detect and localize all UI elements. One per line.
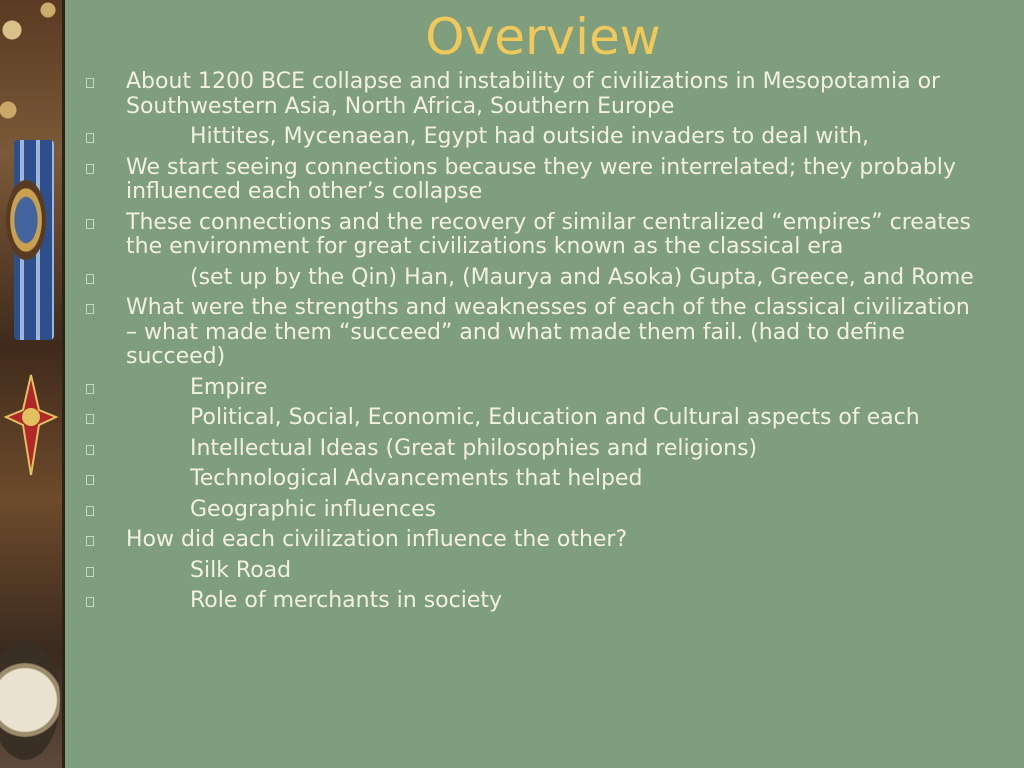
bullet-icon (86, 274, 94, 284)
bullet-icon (86, 536, 94, 546)
sub-bullet-item (86, 498, 986, 523)
bullet-icon (86, 475, 94, 485)
bullet-text: Geographic influences (190, 496, 437, 522)
bullet-text: Intellectual Ideas (Great philosophies and religions) (190, 435, 758, 461)
sidebar-divider (62, 0, 65, 768)
bullet-icon (86, 78, 94, 88)
bullet-item (86, 296, 986, 370)
bullet-text: Technological Advancements that helped (190, 466, 643, 491)
sub-bullet-item (86, 467, 986, 492)
sub-bullet-item (86, 406, 986, 431)
bullet-text: About 1200 BCE collapse and instability of civilizations in Mesopotamia or Southwestern Asia, North Africa, Southern Europe (126, 69, 941, 119)
bullet-icon (86, 133, 94, 143)
bullet-item (86, 70, 986, 119)
sub-bullet-item (86, 266, 986, 291)
bullet-icon (86, 384, 94, 394)
cross-medal-icon (2, 365, 60, 485)
bullet-icon (86, 445, 94, 455)
decorative-sidebar-image (0, 0, 62, 768)
sub-bullet-item (86, 589, 986, 614)
sub-bullet-item (86, 559, 986, 584)
bullet-icon (86, 567, 94, 577)
sub-bullet-item (86, 125, 986, 150)
bullet-icon (86, 506, 94, 516)
bullet-text: These connections and the recovery of similar centralized “empires” creates the environment for great civilizations known as the classical era (126, 209, 971, 259)
bullet-text: What were the strengths and weaknesses of each of the classical civilization – what made them “succeed” and what made them fail. (had to define succeed) (126, 295, 970, 369)
bullet-text: Role of merchants in society (190, 588, 503, 613)
bullet-text: Silk Road (190, 557, 292, 583)
bullet-icon (86, 414, 94, 424)
bullet-icon (86, 219, 94, 229)
bullet-text: How did each civilization influence the other? (126, 527, 628, 552)
bullet-item (86, 528, 986, 553)
bullet-icon (86, 304, 94, 314)
bullet-text: Political, Social, Economic, Education and Cultural aspects of each (190, 405, 920, 430)
bullet-text: We start seeing connections because they were interrelated; they probably influenced each other’s collapse (126, 154, 956, 204)
bullet-item (86, 211, 986, 260)
compass-decoration (0, 640, 60, 760)
bullet-icon (86, 597, 94, 607)
bullet-icon (86, 164, 94, 174)
bullet-item (86, 156, 986, 205)
sub-bullet-item (86, 376, 986, 401)
bullet-text: (set up by the Qin) Han, (Maurya and Asoka) Gupta, Greece, and Rome (190, 264, 974, 290)
sub-bullet-item (86, 437, 986, 462)
bullet-text: Hittites, Mycenaean, Egypt had outside invaders to deal with, (190, 124, 869, 149)
slide-title: Overview (425, 8, 661, 66)
bullet-text: Empire (190, 374, 268, 400)
bullet-list (86, 70, 986, 620)
medal-decoration (6, 180, 46, 260)
